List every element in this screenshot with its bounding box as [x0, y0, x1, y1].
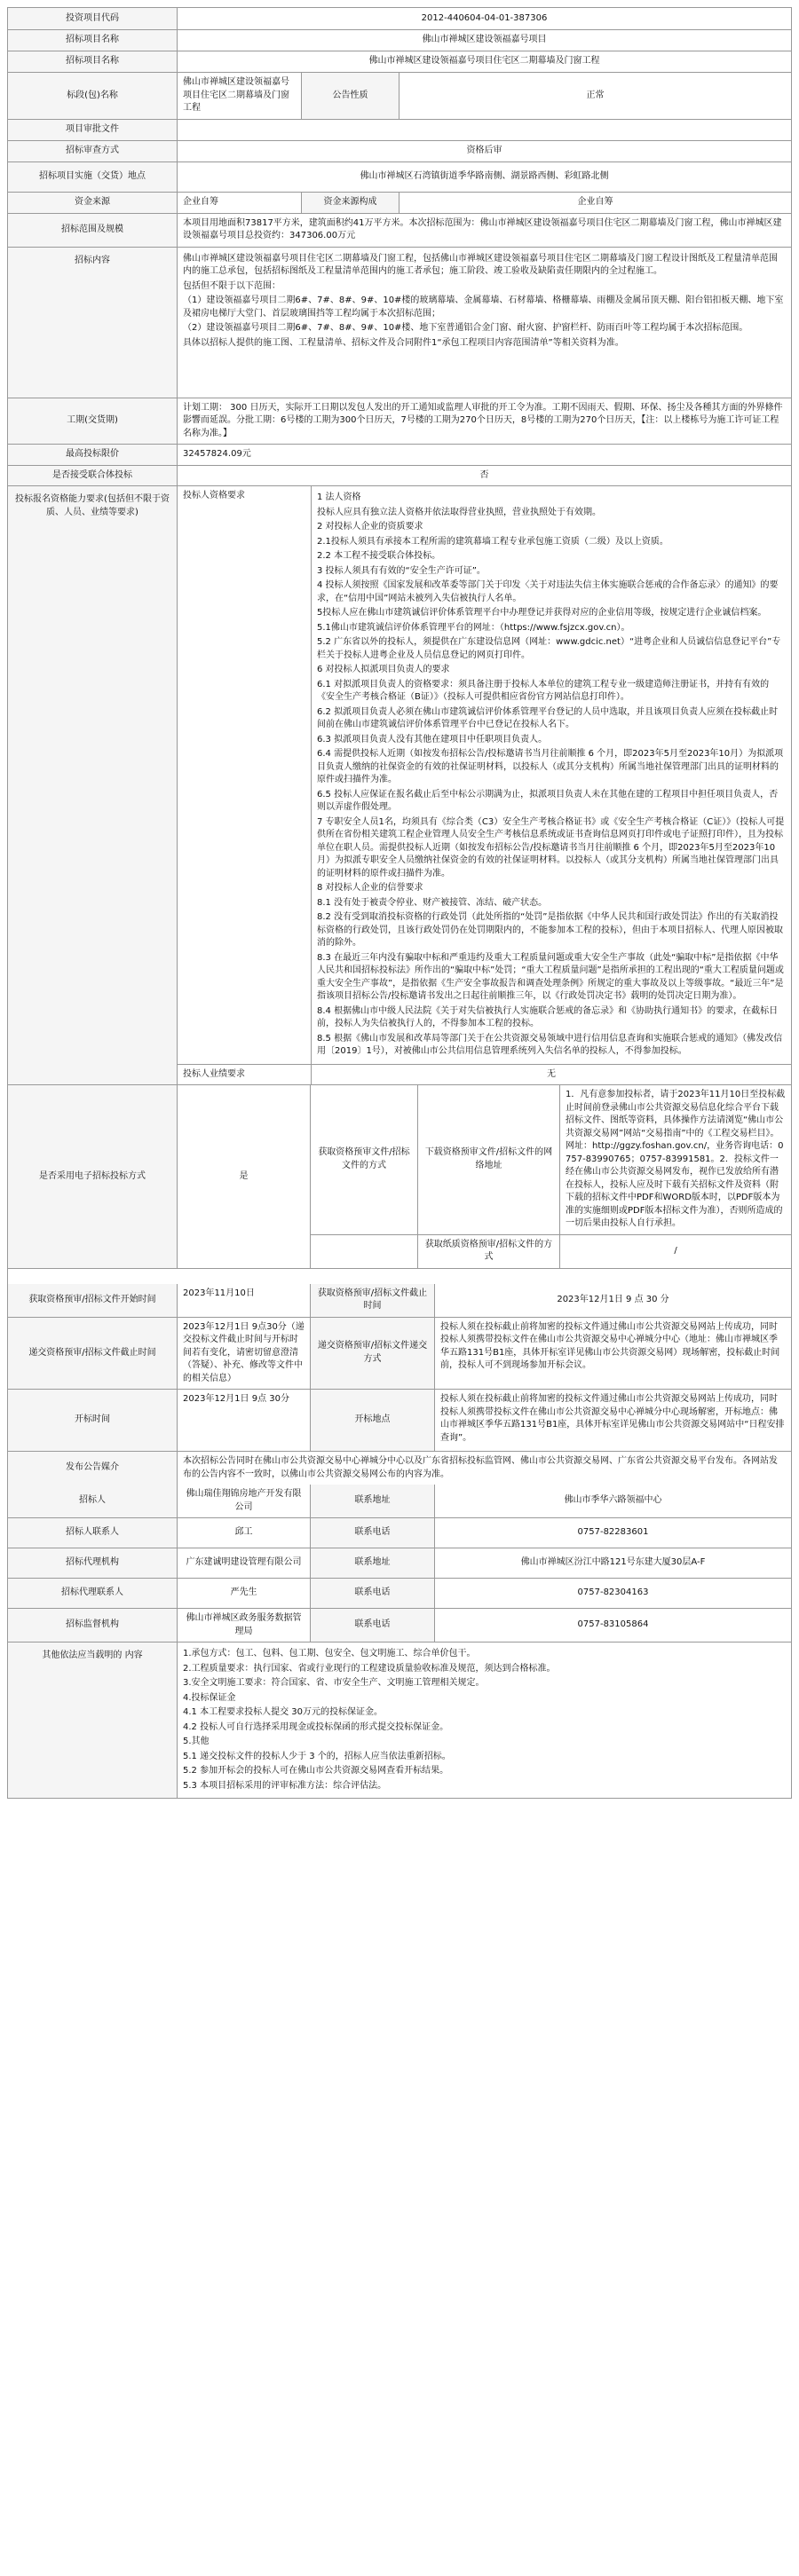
- qualification-item: 2 对投标人企业的资质要求: [317, 522, 423, 532]
- budget-value: 32457824.09元: [177, 445, 791, 465]
- content-row: [8, 247, 791, 398]
- time-value: 2023年12月1日 9点30分（递交投标文件截止时间与开标时间若有变化，请密切留意澄清（答疑）、补充、修改等文件中的相关信息）: [177, 1318, 310, 1390]
- time-row: [8, 1389, 791, 1451]
- row-label-2: 资金来源构成: [301, 193, 399, 213]
- qualification-item: 6.4 需提供投标人近期（如按发布招标公告/投标邀请书当月往前顺推 6 个月，即2023年5月至2023年10月）为拟派项目负责人缴纳的社保资金的有效的社保证明材料，以投标人（或其分支机构）所属当地社保管理部门出具的证明材料的原件或扫描件为准。: [317, 749, 784, 784]
- other-text: [177, 1642, 791, 1798]
- time-label-2: 获取资格预审/招标文件截止时间: [310, 1284, 434, 1317]
- qualification-item: 7 专职安全人员1名，均须具有《综合类（C3）安全生产考核合格证书》或《安全生产考核合格证（C证）》（投标人可提供所在省份相关建筑工程企业管理人员安全生产考核信息系统或证书查询信息网页打印件或电子证照打印件），且为投标单位在职人员。需提供投标人近期（如按发布招标公告/投标邀请书当月往前顺推 6 个月，即2023年5月至2023年10月）为拟派专职安全人员缴纳社保资金的有效的社保证明材料。以投标人（或其分支机构）所属当地社保管理部门出具的证明材料的原件或扫描件为准。: [317, 816, 785, 878]
- content-label: 招标内容: [8, 248, 177, 398]
- info-row: [8, 8, 791, 29]
- duration-value: 计划工期： 300 日历天，实际开工日期以发包人发出的开工通知或监理人审批的开工令为准。工期不因雨天、假期、环保、扬尘及各種其方面的外界條件影響而延誤。分批工期：6号楼的工期为300个日历天，7号楼的工期为270个日历天，8号楼的工期为270个日历天，【注：以上楼栋号为施工许可证工程名称为准。】: [177, 398, 791, 445]
- row-label: 资金来源: [8, 193, 177, 213]
- contact-label: 招标代理机构: [8, 1548, 177, 1578]
- time-row: [8, 1284, 791, 1317]
- row-label: 项目审批文件: [8, 120, 177, 140]
- info-row: [8, 213, 791, 247]
- joint-bid-value: 否: [177, 466, 791, 486]
- row-value: 佛山市禅城区石湾镇街道季华路南侧、湖景路西侧、彩虹路北侧: [177, 162, 791, 192]
- other-item: 1.承包方式：包工、包料、包工期、包安全、包文明施工、综合单价包干。: [183, 1649, 476, 1658]
- other-row: [8, 1642, 791, 1798]
- time-value: 2023年12月1日 9点 30分: [177, 1390, 310, 1451]
- contact-value: 邱工: [177, 1518, 310, 1548]
- electronic-block: [8, 1084, 791, 1268]
- row-value: 企业自筹: [177, 193, 301, 213]
- contact-label: 招标人联系人: [8, 1518, 177, 1548]
- other-item: 5.其他: [183, 1737, 210, 1746]
- row-label: 招标审查方式: [8, 141, 177, 161]
- other-item: 4.2 投标人可自行选择采用现金或投标保函的形式提交投标保证金。: [183, 1721, 449, 1732]
- contact-value-2: 佛山市季华六路领福中心: [434, 1485, 791, 1517]
- paper-method-label: 获取纸质资格预审/招标文件的方式: [417, 1235, 559, 1268]
- electronic-value: 是: [177, 1085, 310, 1268]
- time-value-2: 2023年12月1日 9 点 30 分: [434, 1284, 791, 1317]
- download-url-text[interactable]: 1．凡有意参加投标者，请于2023年11月10日至投标截止时间前登录佛山市公共资源交易信息化综合平台下载招标文件、图纸等资料，具体操作方法请浏览“佛山市公共资源交易网”网站“交易指南”中的《工程交易栏目》。网址：http://ggzy.foshan.gov.cn/，业务咨询电话：0757-83990765；0757-83991581。2．投标文件一经在佛山市公共资源交易网发布，视作已发放给所有潜在投标人，投标人应及时下载有关招标文件及资料（附下载的招标文件中PDF和WORD版本时，以PDF版本为准的实施细则或PDF版本招标文件为准），否则所造成的一切后果由投标人自行承担。: [559, 1085, 791, 1234]
- row-value: 佛山市禅城区建设领福嘉号项目: [177, 30, 791, 51]
- time-value-2: 投标人须在投标截止前将加密的投标文件通过佛山市公共资源交易网站上传成功，同时投标人须携带投标文件在佛山市公共资源交易中心禅城分中心现场解密，开标地点：佛山市禅城区季华五路131号B1座，具体开标室详见佛山市公共资源交易网站中“日程安排查询”。: [434, 1390, 791, 1451]
- contact-value: 广东建诚明建设管理有限公司: [177, 1548, 310, 1578]
- content-text: [177, 248, 791, 398]
- paper-method-value: /: [559, 1235, 791, 1268]
- contact-value-2: 0757-83105864: [434, 1609, 791, 1642]
- row-value: 本项目用地面积73817平方米，建筑面积约41万平方米。本次招标范围为：佛山市禅城区建设领福嘉号项目住宅区二期幕墙及门窗工程，佛山市禅城区建设领福嘉号项目总投资约：347306.00万元: [177, 214, 791, 247]
- contact-value: 严先生: [177, 1579, 310, 1608]
- qualification-item: 8.4 根据佛山市中级人民法院《关于对失信被执行人实施联合惩戒的备忘录》和《协助执行通知书》的要求，在截标日前，投标人为失信被执行人的，不得参加本工程的投标。: [317, 1005, 779, 1028]
- info-row: [8, 192, 791, 213]
- row-value-2: 企业自筹: [399, 193, 791, 213]
- other-item: 2.工程质量要求：执行国家、省或行业现行的工程建设质量验收标准及规范，须达到合格标准。: [183, 1663, 556, 1674]
- qualification-req-text: [311, 486, 791, 1064]
- qualification-item: 6.3 拟派项目负责人没有其他在建项目中任职项目负责人。: [317, 734, 548, 744]
- basic-info-section: [8, 8, 791, 247]
- time-value: 2023年11月10日: [177, 1284, 310, 1317]
- budget-label: 最高投标限价: [8, 445, 177, 465]
- media-label: 发布公告媒介: [8, 1452, 177, 1485]
- contact-value: 佛山瑞佳翔锦房地产开发有限公司: [177, 1485, 310, 1517]
- row-value: 佛山市禅城区建设领福嘉号项目住宅区二期幕墙及门窗工程: [177, 73, 301, 119]
- other-item: 3.安全文明施工要求：符合国家、省、市安全生产、文明施工管理相关规定。: [183, 1678, 485, 1688]
- qualification-item: 4 投标人须按照《国家发展和改革委等部门关于印发〈关于对违法失信主体实施联合惩戒的合作备忘录〉的通知》的要求，在“信用中国”网站未被列入失信被执行人名单。: [317, 580, 779, 603]
- info-row: [8, 161, 791, 192]
- performance-value: 无: [311, 1065, 791, 1085]
- qualification-req-label: 投标人资格要求: [183, 491, 245, 500]
- qualification-label: 投标报名资格能力要求(包括但不限于资质、人员、业绩等要求): [8, 486, 177, 1084]
- duration-row: [8, 398, 791, 445]
- row-label: 招标项目实施（交货）地点: [8, 162, 177, 192]
- content-paragraph: （2）建设领福嘉号项目二期6#、7#、8#、9#、10#楼、地下室普通铝合金门窗、耐火窗、护窗栏杆、防雨百叶等工程均属于本次招标范围。: [183, 323, 748, 333]
- qualification-item: 5.1佛山市建筑诚信评价体系管理平台的网址：（https://www.fsjzcx.gov.cn）。: [317, 622, 630, 633]
- row-label: 标段(包)名称: [8, 73, 177, 119]
- row-value: 2012-440604-04-01-387306: [177, 8, 791, 29]
- qualification-item: 6.1 对拟派项目负责人的资格要求：须具备注册于投标人本单位的建筑工程专业一级建造师注册证书，并持有有效的《安全生产考核合格证（B证）》（投标人可提供相应省份官方网站信息打印件）。: [317, 679, 770, 702]
- qualification-item: 8.2 没有受到取消投标资格的行政处罚（此处所指的“处罚”是指依据《中华人民共和国行政处罚法》作出的有关取消投标资格的行政处罚，且该行政处罚仍在处罚期限内的，不能参加本工程的投标），但由于本项目招标人、代理人原因被取消的除外。: [317, 912, 783, 948]
- contact-row: [8, 1517, 791, 1548]
- row-value: 佛山市禅城区建设领福嘉号项目住宅区二期幕墙及门窗工程: [177, 51, 791, 72]
- joint-bid-row: [8, 465, 791, 486]
- contact-value: 佛山市禅城区政务服务数据管理局: [177, 1609, 310, 1642]
- time-label: 开标时间: [8, 1390, 177, 1451]
- budget-row: [8, 444, 791, 465]
- get-method-label: 获取资格预审文件/招标文件的方式: [311, 1085, 417, 1234]
- contact-value-2: 佛山市禅城区汾江中路121号东建大厦30层A-F: [434, 1548, 791, 1578]
- row-label: 招标项目名称: [8, 30, 177, 51]
- other-item: 5.3 本项目招标采用的评审标准方法：综合评估法。: [183, 1780, 387, 1791]
- joint-bid-label: 是否接受联合体投标: [8, 466, 177, 486]
- contact-value-2: 0757-82304163: [434, 1579, 791, 1608]
- content-paragraph: 包括但不限于以下范围：: [183, 280, 281, 291]
- row-label: 招标范围及规模: [8, 214, 177, 247]
- qualification-item: 2.2 本工程不接受联合体投标。: [317, 551, 441, 561]
- time-label: 递交资格预审/招标文件截止时间: [8, 1318, 177, 1390]
- content-paragraph: 佛山市禅城区建设领福嘉号项目住宅区二期幕墙及门窗工程，包括佛山市禅城区建设领福嘉号项目住宅区二期幕墙及门窗工程设计图纸及工程量清单范围内的施工总承包，包括招标图纸及工程量清单范围内的施工者承包；施工阶段、竣工验收及缺陷责任期限内的全过程施工。: [183, 253, 778, 276]
- contact-label-2: 联系电话: [310, 1579, 434, 1608]
- qualification-item: 8.3 在最近三年内没有骗取中标和严重违约及重大工程质量问题或重大安全生产事故（此处“骗取中标”是指依据《中华人民共和国招标投标法》所作出的“骗取中标”处罚；“重大工程质量问题”是指所承担的工程出现的“重大工程质量问题或重大安全生产事故”，是指依据《生产安全事故报告和调查处理条例》所规定的重大事故及以上等级事故。“最近三年”是指该项目招标公告/投标邀请书发出之日起往前顺推三年，以《行政处罚决定书》载明的处罚决定日期为准）。: [317, 952, 784, 1001]
- contact-label-2: 联系电话: [310, 1518, 434, 1548]
- qualification-item: 8.5 根据《佛山市发展和改革局等部门关于在公共资源交易领域中进行信用信息查询和实施联合惩戒的通知》（佛发改信用〔2019〕1号），对被佛山市公共信用信息管理系统列入失信名单的投标人，不得参加投标。: [317, 1033, 783, 1056]
- qualification-block: [8, 485, 791, 1084]
- qualification-item: 8 对投标人企业的信誉要求: [317, 883, 423, 893]
- qualification-item: 3 投标人须具有有效的“安全生产许可证”。: [317, 565, 486, 576]
- contact-row: [8, 1608, 791, 1642]
- qualification-item: 8.1 没有处于被责令停业、财产被接管、冻结、破产状态。: [317, 897, 548, 908]
- info-row: [8, 140, 791, 161]
- time-label-2: 开标地点: [310, 1390, 434, 1451]
- row-label-2: 公告性质: [301, 73, 399, 119]
- qualification-item: 6 对投标人拟派项目负责人的要求: [317, 665, 450, 674]
- qualification-item: 投标人应具有独立法人资格并依法取得营业执照，营业执照处于有效期。: [317, 507, 601, 517]
- info-row: [8, 29, 791, 51]
- row-value: 资格后审: [177, 141, 791, 161]
- contact-label-2: 联系地址: [310, 1548, 434, 1578]
- contact-label-2: 联系电话: [310, 1609, 434, 1642]
- row-label: 投资项目代码: [8, 8, 177, 29]
- row-value-2: 正常: [399, 73, 791, 119]
- qualification-item: 5投标人应在佛山市建筑诚信评价体系管理平台中办理登记并获得对应的企业信用等级，按规定进行企业诚信档案。: [317, 608, 767, 618]
- other-item: 4.1 本工程要求投标人提交 30万元的投标保证金。: [183, 1707, 383, 1717]
- time-row: [8, 1317, 791, 1390]
- media-value: 本次招标公告同时在佛山市公共资源交易中心禅城分中心以及广东省招标投标监管网、佛山市公共资源交易网、广东省公共资源交易平台发布。各网站发布的公告内容不一致时，以佛山市公共资源交易网公布的内容为准。: [177, 1452, 791, 1485]
- other-label: 其他依法应当载明的 内容: [8, 1642, 177, 1798]
- qualification-item: 6.2 拟派项目负责人必须在佛山市建筑诚信评价体系管理平台登记的人员中选取，并且该项目负责人应须在投标截止时间前在佛山市建筑诚信评价体系管理平台中已登记在投标人名下。: [317, 706, 779, 729]
- media-row: [8, 1451, 791, 1485]
- contact-label: 招标人: [8, 1485, 177, 1517]
- time-label: 获取资格预审/招标文件开始时间: [8, 1284, 177, 1317]
- url-label: 下载资格预审文件/招标文件的网络地址: [417, 1085, 559, 1234]
- contact-value-2: 0757-82283601: [434, 1518, 791, 1548]
- other-item: 4.投标保证金: [183, 1692, 236, 1703]
- qualification-item: 5.2 广东省以外的投标人，须提供在广东建设信息网（网址：www.gdcic.net）“进粤企业和人员诚信信息登记平台”专栏关于投标人进粤企业及人员信息登记的网页打印件。: [317, 637, 781, 660]
- content-paragraph: （1）建设领福嘉号项目二期6#、7#、8#、9#、10#楼的玻璃幕墙、金属幕墙、石材幕墙、格栅幕墙、雨棚及金属吊顶天棚、阳台铝扣板天棚、地下室及裙房电梯厅大堂门、首层玻璃围挡等工程均属于本次招标范围；: [183, 295, 784, 319]
- qualification-item: 1 法人资格: [317, 492, 361, 502]
- other-item: 5.2 参加开标会的投标人可在佛山市公共资源交易网查看开标结果。: [183, 1766, 449, 1776]
- tender-announcement-table: [7, 7, 792, 1799]
- contact-label-2: 联系地址: [310, 1485, 434, 1517]
- contact-label: 招标代理联系人: [8, 1579, 177, 1608]
- info-row: [8, 119, 791, 140]
- contact-row: [8, 1485, 791, 1517]
- other-item: 5.1 递交投标文件的投标人少于 3 个的，招标人应当依法重新招标。: [183, 1751, 451, 1761]
- row-label: 招标项目名称: [8, 51, 177, 72]
- time-value-2: 投标人须在投标截止前将加密的投标文件通过佛山市公共资源交易网站上传成功，同时投标人须携带投标文件在佛山市公共资源交易中心禅城分中心（地址：佛山市禅城区季华五路131号B1座，具体开标室详见佛山市公共资源交易网）现场解密，投标截止时间前，投标人可不到现场参加开标会议。: [434, 1318, 791, 1390]
- qualification-item: 2.1投标人须具有承接本工程所需的建筑幕墙工程专业承包施工资质（二级）及以上资质。: [317, 536, 668, 547]
- contact-row: [8, 1578, 791, 1608]
- row-value: [177, 120, 791, 140]
- electronic-label: 是否采用电子招标投标方式: [8, 1085, 177, 1268]
- info-row: [8, 72, 791, 119]
- qualification-item: 6.5 投标人应保证在报名截止后至中标公示期满为止，拟派项目负责人未在其他在建的工程项目中担任项目负责人，否则以弄虚作假处理。: [317, 789, 779, 812]
- contact-section: [8, 1485, 791, 1642]
- duration-label: 工期(交货期): [8, 398, 177, 445]
- contact-row: [8, 1548, 791, 1578]
- content-paragraph: 具体以招标人提供的施工图、工程量清单、招标文件及合同附件1“承包工程项目内容范围清单”等相关资料为准。: [183, 337, 624, 348]
- info-row: [8, 51, 791, 72]
- contact-label: 招标监督机构: [8, 1609, 177, 1642]
- time-section: [8, 1284, 791, 1452]
- time-label-2: 递交资格预审/招标文件递交方式: [310, 1318, 434, 1390]
- performance-label: 投标人业绩要求: [183, 1068, 245, 1079]
